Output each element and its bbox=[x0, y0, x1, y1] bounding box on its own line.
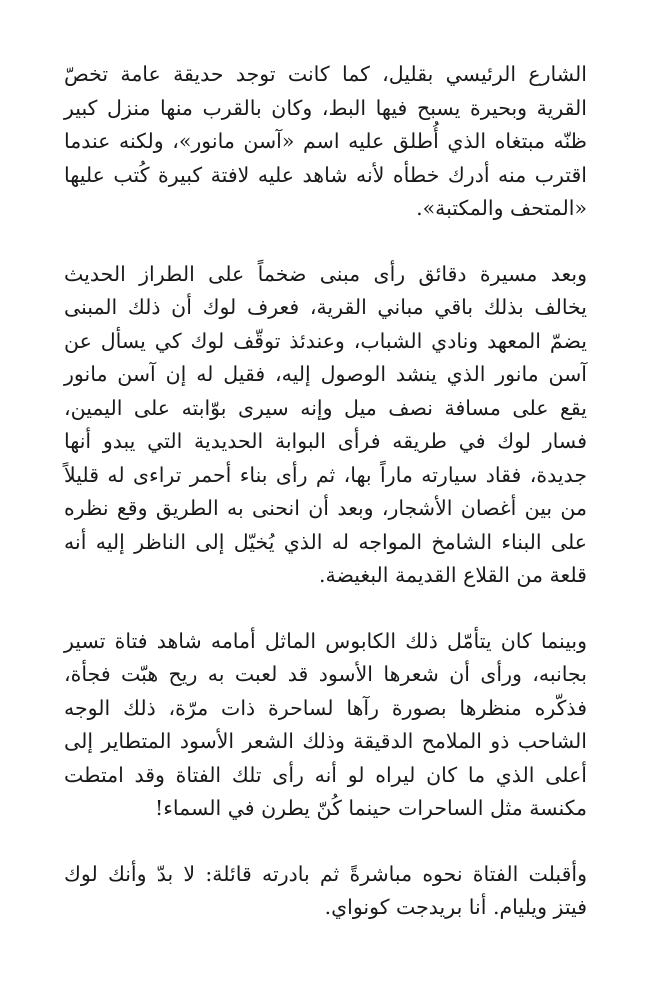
paragraph-1: الشارع الرئيسي بقليل، كما كانت توجد حديقة عامة تخصّ القرية وبحيرة يسبح فيها البط، وكان بالقرب منها منزل كبير ظنّه مبتغاه الذي أُطلق عليه اسم «آسن مانور»، ولكنه عندما اقترب منه أدرك خطأه لأنه شاهد عليه لافتة كبيرة كُتب عليها «المتحف والمكتبة». bbox=[64, 62, 587, 220]
paragraph-3: وبينما كان يتأمّل ذلك الكابوس الماثل أمامه شاهد فتاة تسير بجانبه، ورأى أن شعرها الأسود قد لعبت به ريح هبّت فجأة، فذكّره منظرها بصورة رآها لساحرة ذات مرّة، ذلك الوجه الشاحب ذو الملامح الدقيقة وذلك الشعر الأسود المتطاير إلى أعلى الذي ما كان ليراه لو أنه رأى تلك الفتاة وقد امتطت مكنسة مثل الساحرات حينما كُنّ يطرن في السماء! bbox=[64, 628, 587, 820]
paragraph-2: وبعد مسيرة دقائق رأى مبنى ضخماً على الطراز الحديث يخالف بذلك باقي مباني القرية، فعرف لوك أن ذلك المبنى يضمّ المعهد ونادي الشباب، وعندئذ توقّف لوك كي يسأل عن آسن مانور الذي ينشد الوصول إليه، فقيل له إن آسن مانور يقع على مسافة نصف ميل وإنه سيرى بوّابته على اليمين، فسار لوك في طريقه فرأى البوابة الحديدية التي يبدو أنها جديدة، فقاد سيارته ماراً بها، ثم رأى بناء أحمر تراءى له قليلاً من بين أغصان الأشجار، وبعد أن انحنى به الطريق وقع نظره على البناء الشامخ المواجه له الذي يُخيّل إلى الناظر إليه أنه قلعة من القلاع القديمة البغيضة. bbox=[64, 261, 587, 587]
paragraph-4: وأقبلت الفتاة نحوه مباشرةً ثم بادرته قائلة: لا بدّ وأنك لوك فيتز ويليام. أنا بريدجت كونواي. bbox=[64, 861, 587, 919]
